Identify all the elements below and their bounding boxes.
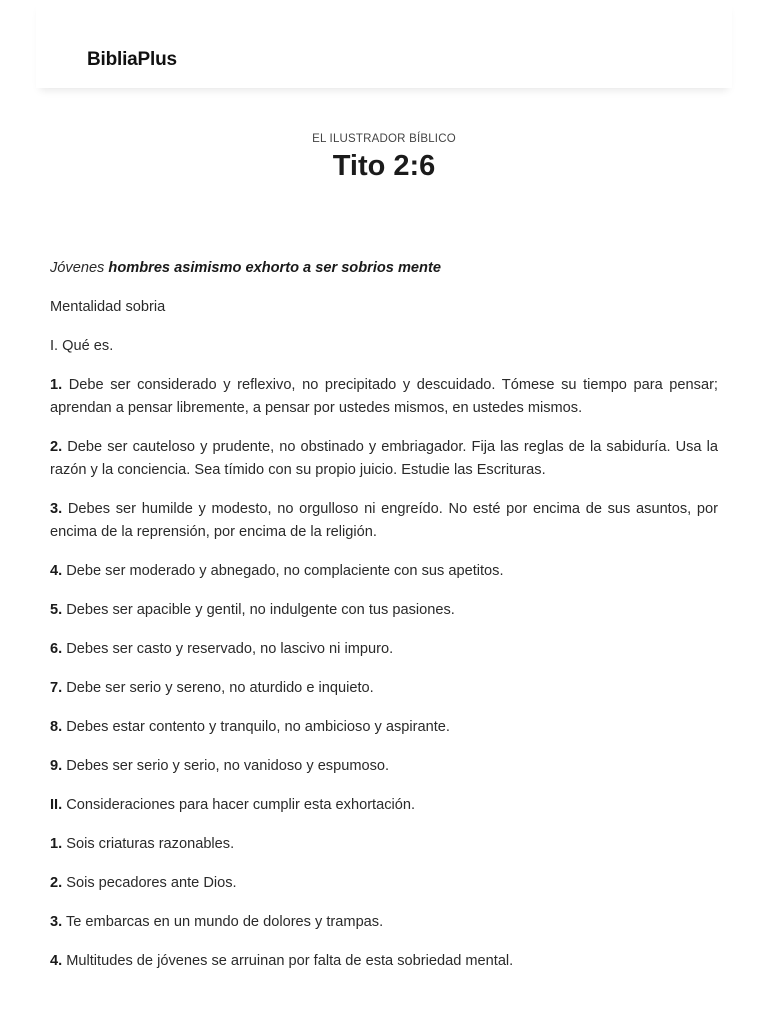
- list-item: [50, 436, 718, 482]
- list-item: [50, 755, 718, 778]
- commentary-content: [50, 257, 718, 989]
- item-number: 9.: [50, 758, 63, 774]
- list-item: [50, 599, 718, 622]
- item-number: 7.: [50, 680, 63, 696]
- list-item: [50, 911, 718, 934]
- list-item: [50, 833, 718, 856]
- list-item: [50, 716, 718, 739]
- item-number: 4.: [50, 563, 63, 579]
- item-text: Debe ser serio y sereno, no aturdido e inquieto.: [66, 680, 374, 696]
- list-item: [50, 560, 718, 583]
- item-text: Debes ser apacible y gentil, no indulgente con tus pasiones.: [66, 602, 455, 618]
- item-number: 1.: [50, 377, 63, 393]
- verse-lead: Jóvenes: [50, 260, 105, 276]
- section-number: II.: [50, 797, 63, 813]
- item-text: Multitudes de jóvenes se arruinan por falta de esta sobriedad mental.: [66, 953, 514, 969]
- item-text: Debes estar contento y tranquilo, no ambicioso y aspirante.: [66, 719, 450, 735]
- verse-text: [50, 257, 718, 280]
- section-text: Consideraciones para hacer cumplir esta exhortación.: [66, 797, 416, 813]
- item-number: 1.: [50, 836, 63, 852]
- item-number: 2.: [50, 439, 63, 455]
- list-item: [50, 872, 718, 895]
- list-item: [50, 638, 718, 661]
- section-two-heading: [50, 794, 718, 817]
- item-number: 3.: [50, 914, 63, 930]
- item-number: 6.: [50, 641, 63, 657]
- item-text: Sois criaturas razonables.: [66, 836, 235, 852]
- item-text: Debe ser considerado y reflexivo, no precipitado y descuidado. Tómese su tiempo para pensar; aprendan a pensar libremente, a pensar por ustedes mismos, en ustedes mismos.: [50, 377, 718, 416]
- item-number: 4.: [50, 953, 63, 969]
- section-one-heading: I. Qué es.: [50, 338, 114, 354]
- item-number: 5.: [50, 602, 63, 618]
- item-number: 8.: [50, 719, 63, 735]
- list-item: [50, 498, 718, 544]
- title-block: [0, 133, 768, 183]
- item-text: Sois pecadores ante Dios.: [66, 875, 237, 891]
- item-number: 2.: [50, 875, 63, 891]
- item-text: Debes ser humilde y modesto, no orgulloso ni engreído. No esté por encima de sus asuntos, por encima de la reprensión, por encima de la religión.: [50, 501, 718, 540]
- verse-rest: hombres asimismo exhorto a ser sobrios mente: [108, 260, 441, 276]
- item-number: 3.: [50, 501, 63, 517]
- subtitle: Mentalidad sobria: [50, 299, 166, 315]
- list-item: [50, 677, 718, 700]
- item-text: Debes ser serio y serio, no vanidoso y espumoso.: [66, 758, 390, 774]
- page-title: Tito 2:6: [332, 150, 436, 182]
- item-text: Debe ser cauteloso y prudente, no obstinado y embriagador. Fija las reglas de la sabiduría. Usa la razón y la conciencia. Sea tímido con su propio juicio. Estudie las Escrituras.: [50, 439, 718, 478]
- list-item: [50, 950, 718, 973]
- commentary-name: EL ILUSTRADOR BÍBLICO: [312, 133, 456, 145]
- item-text: Te embarcas en un mundo de dolores y trampas.: [65, 914, 384, 930]
- item-text: Debe ser moderado y abnegado, no complaciente con sus apetitos.: [66, 563, 504, 579]
- site-header: [36, 0, 732, 88]
- list-item: [50, 374, 718, 420]
- brand-logo-link[interactable]: BibliaPlus: [87, 49, 177, 70]
- item-text: Debes ser casto y reservado, no lascivo ni impuro.: [66, 641, 394, 657]
